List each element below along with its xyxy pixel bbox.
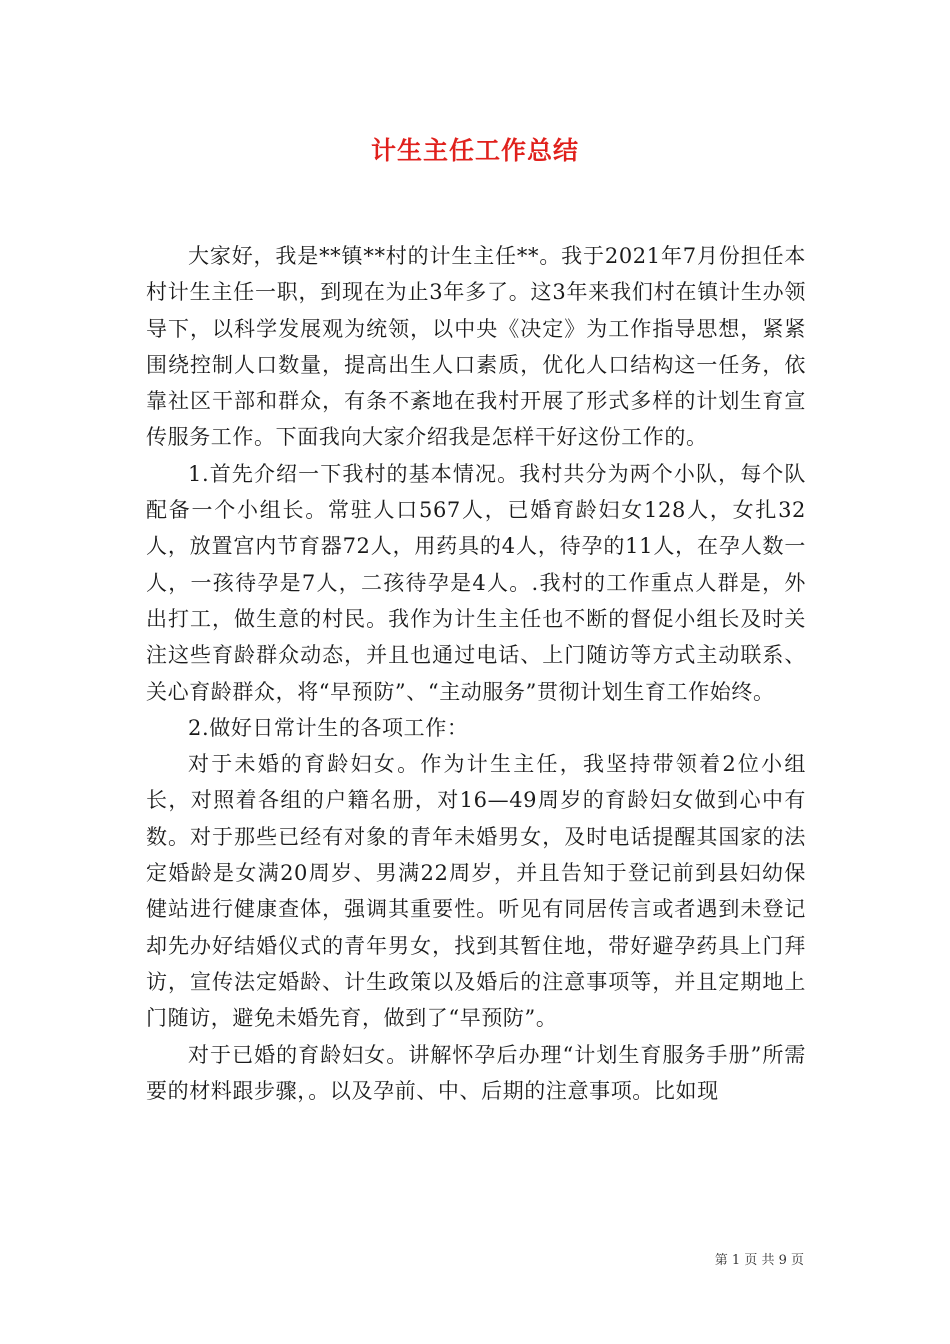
paragraph-basic-situation: 1.首先介绍一下我村的基本情况。我村共分为两个小队，每个队配备一个小组长。常驻人口567人，已婚育龄妇女128人，女扎32人，放置宫内节育器72人，用药具的4人，待孕的11人，在孕人数一人，一孩待孕是7人，二孩待孕是4人。.我村的工作重点人群是，外出打工，做生意的村民。我作为计生主任也不断的督促小组长及时关注这些育龄群众动态，并且也通过电话、上门随访等方式主动联系、关心育龄群众，将“早预防”、“主动服务”贯彻计划生育工作始终。: [146, 461, 806, 704]
paragraph-daily-work-heading: 2.做好日常计生的各项工作：: [188, 715, 469, 740]
document-body: [146, 238, 806, 1109]
paragraph-unmarried-women: 对于未婚的育龄妇女。作为计生主任，我坚持带领着2位小组长，对照着各组的户籍名册，对16—49周岁的育龄妇女做到心中有数。对于那些已经有对象的青年未婚男女，及时电话提醒其国家的法定婚龄是女满20周岁、男满22周岁，并且告知于登记前到县妇幼保健站进行健康查体，强调其重要性。听见有同居传言或者遇到未登记却先办好结婚仪式的青年男女，找到其暂住地，带好避孕药具上门拜访，宣传法定婚龄、计生政策以及婚后的注意事项等，并且定期地上门随访，避免未婚先育，做到了“早预防”。: [146, 752, 806, 1031]
paragraph-married-women: 对于已婚的育龄妇女。讲解怀孕后办理“计划生育服务手册”所需要的材料跟步骤，。以及孕前、中、后期的注意事项。比如现: [146, 1042, 806, 1103]
page-number-footer: 第 1 页 共 9 页: [714, 1253, 804, 1268]
document-title: 计生主任工作总结: [370, 136, 579, 165]
paragraph-intro: 大家好，我是**镇**村的计生主任**。我于2021年7月份担任本村计生主任一职，到现在为止3年多了。这3年来我们村在镇计生办领导下，以科学发展观为统领，以中央《决定》为工作指导思想，紧紧围绕控制人口数量，提高出生人口素质，优化人口结构这一任务，依靠社区干部和群众，有条不紊地在我村开展了形式多样的计划生育宣传服务工作。下面我向大家介绍我是怎样干好这份工作的。: [146, 244, 806, 450]
